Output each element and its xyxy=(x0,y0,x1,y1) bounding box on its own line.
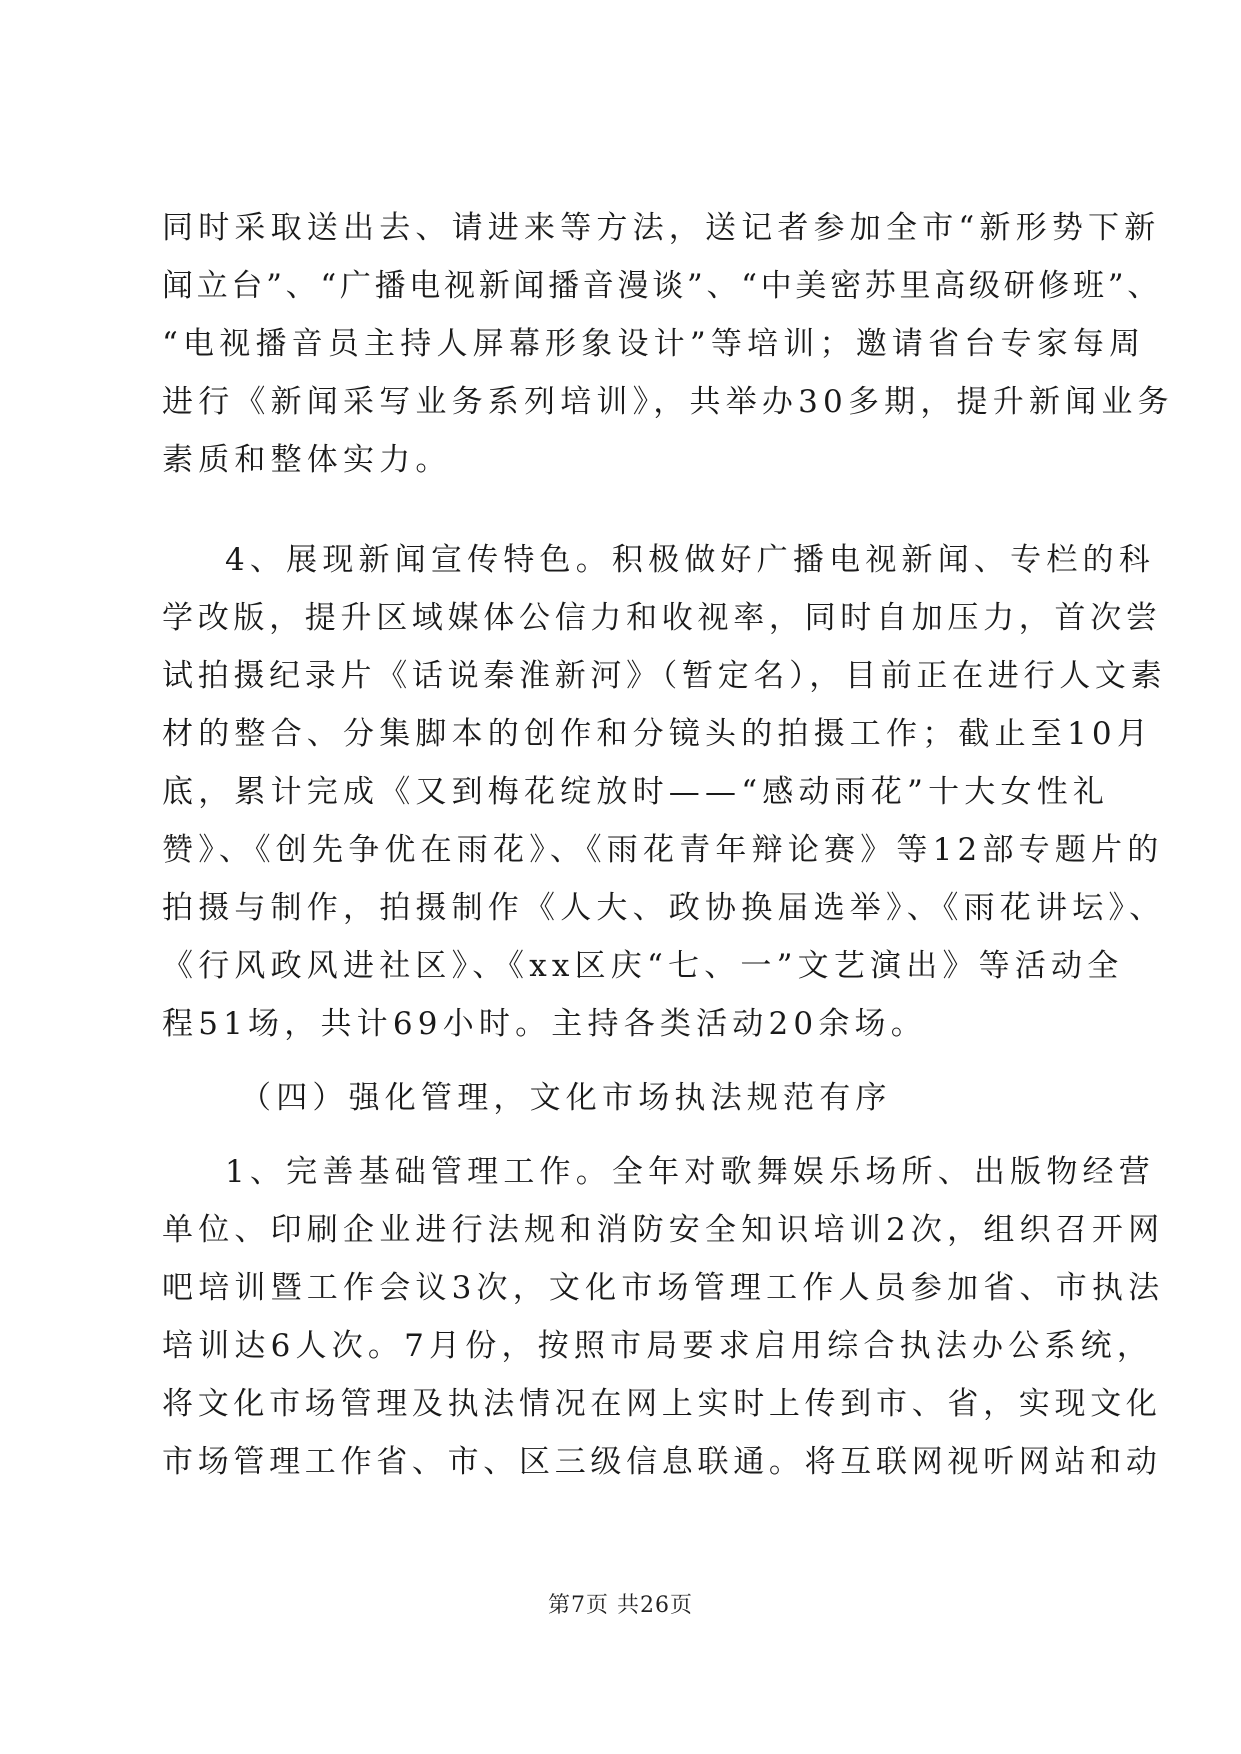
paragraph-line: 同时采取送出去、请进来等方法，送记者参加全市“新形势下新 xyxy=(162,210,1161,246)
paragraph-line: 学改版，提升区域媒体公信力和收视率，同时自加压力，首次尝 xyxy=(162,600,1162,636)
paragraph-line: 1、完善基础管理工作。全年对歌舞娱乐场所、出版物经营 xyxy=(225,1154,1155,1190)
paragraph-line: 吧培训暨工作会议3次，文化市场管理工作人员参加省、市执法 xyxy=(162,1270,1165,1306)
paragraph-line: 单位、印刷企业进行法规和消防安全知识培训2次，组织召开网 xyxy=(162,1212,1165,1248)
paragraph-line: 素质和整体实力。 xyxy=(162,442,452,478)
paragraph-line: 进行《新闻采写业务系列培训》，共举办30多期，提升新闻业务 xyxy=(162,384,1174,420)
paragraph-line: 闻立台”、“广播电视新闻播音漫谈”、“中美密苏里高级研修班”、 xyxy=(162,268,1162,304)
section-heading: （四）强化管理，文化市场执法规范有序 xyxy=(240,1080,892,1116)
paragraph-line: 市场管理工作省、市、区三级信息联通。将互联网视听网站和动 xyxy=(162,1444,1162,1480)
page-number-footer: 第7页 共26页 xyxy=(548,1593,693,1618)
paragraph-line: 赞》、《创先争优在雨花》、《雨花青年辩论赛》等12部专题片的 xyxy=(162,832,1164,868)
paragraph-line: 试拍摄纪录片《话说秦淮新河》（暂定名），目前正在进行人文素 xyxy=(162,658,1167,694)
paragraph-line: 程51场，共计69小时。主持各类活动20余场。 xyxy=(162,1006,927,1042)
paragraph-line: 《行风政风进社区》、《xx区庆“七、一”文艺演出》等活动全 xyxy=(162,948,1124,984)
paragraph-line: 材的整合、分集脚本的创作和分镜头的拍摄工作；截止至10月 xyxy=(162,716,1154,752)
paragraph-line: “电视播音员主持人屏幕形象设计”等培训；邀请省台专家每周 xyxy=(162,326,1146,362)
paragraph-line: 4、展现新闻宣传特色。积极做好广播电视新闻、专栏的科 xyxy=(225,542,1155,578)
paragraph-line: 培训达6人次。7月份，按照市局要求启用综合执法办公系统， xyxy=(162,1328,1154,1364)
paragraph-line: 底，累计完成《又到梅花绽放时——“感动雨花”十大女性礼 xyxy=(162,774,1110,810)
paragraph-line: 拍摄与制作，拍摄制作《人大、政协换届选举》、《雨花讲坛》、 xyxy=(162,890,1166,926)
paragraph-line: 将文化市场管理及执法情况在网上实时上传到市、省，实现文化 xyxy=(162,1386,1162,1422)
